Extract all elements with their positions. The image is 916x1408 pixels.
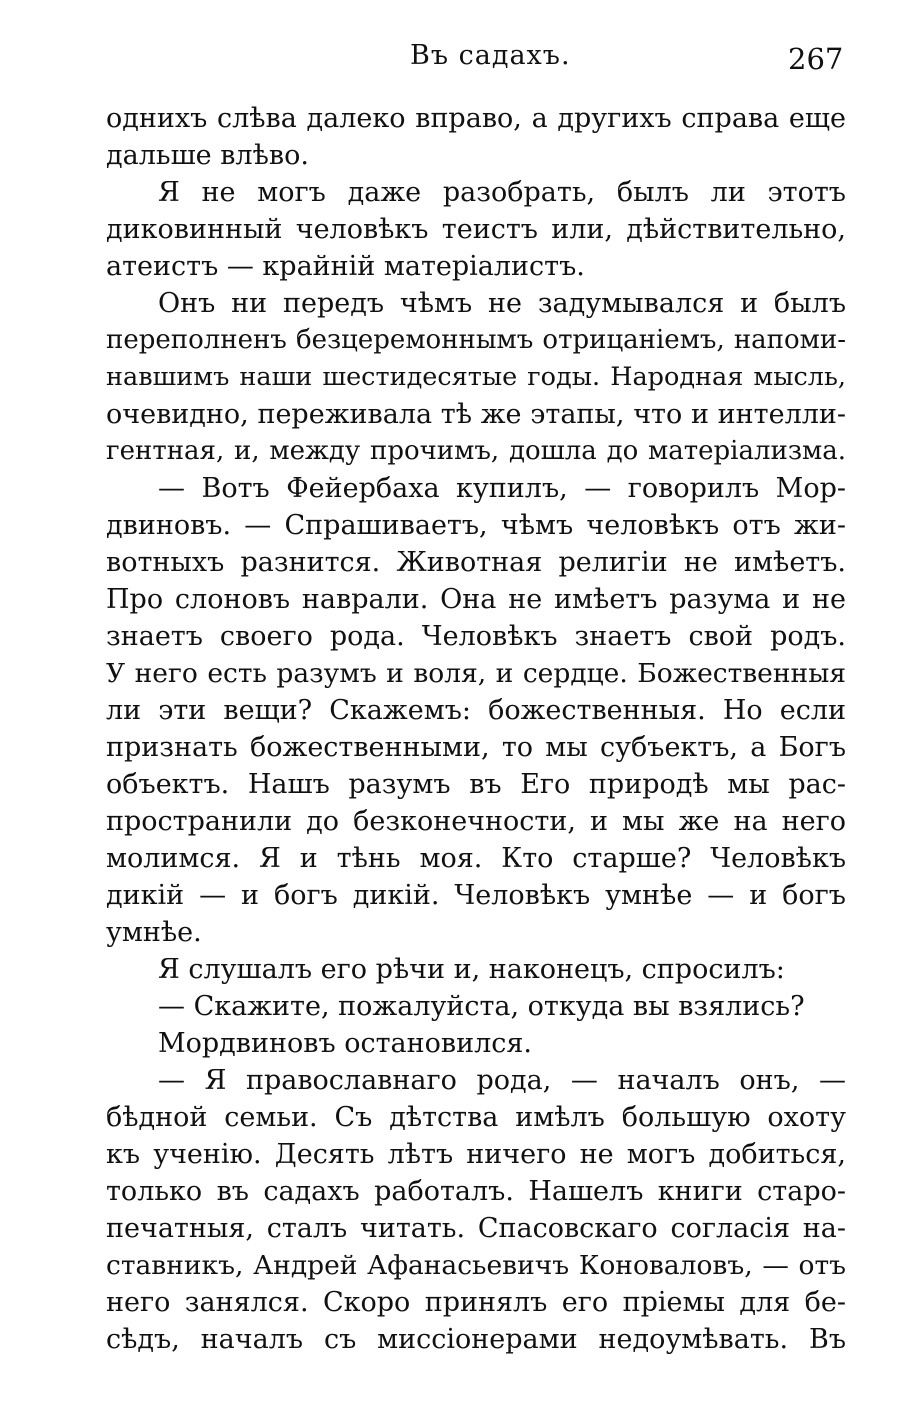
- text-line: молимся. Я и тѣнь моя. Кто старше? Человѣкъ: [106, 843, 846, 874]
- page-number: 267: [788, 42, 844, 76]
- text-line: вотныхъ разнится. Животная религіи не имѣетъ.: [106, 547, 846, 578]
- text-line: — Вотъ Фейербаха купилъ, — говорилъ Мор-: [158, 473, 846, 504]
- text-line: очевидно, переживала тѣ же этапы, что и интелли-: [106, 399, 846, 430]
- text-line: дикій — и богъ дикій. Человѣкъ умнѣе — и богъ: [106, 880, 846, 911]
- body-text: [106, 100, 846, 1358]
- running-title: Въ садахъ.: [410, 40, 571, 71]
- page-header: [0, 36, 916, 76]
- text-line: атеистъ — крайній матеріалистъ.: [106, 251, 585, 282]
- text-line: бѣдной семьи. Съ дѣтства имѣлъ большую охоту: [106, 1102, 846, 1133]
- text-line: признать божественными, то мы субъектъ, а Богъ: [106, 732, 846, 763]
- text-line: переполненъ безцеремоннымъ отрицаніемъ, напоми-: [106, 325, 846, 355]
- text-line: только въ садахъ работалъ. Нашелъ книги старо-: [106, 1176, 846, 1207]
- text-line: диковинный человѣкъ теистъ или, дѣйствительно,: [106, 214, 846, 245]
- text-line: умнѣе.: [106, 917, 202, 948]
- text-line: двиновъ. — Спрашиваетъ, чѣмъ человѣкъ отъ жи-: [106, 510, 846, 541]
- text-line: него занялся. Скоро принялъ его пріемы для бе-: [106, 1287, 846, 1318]
- text-line: ставникъ, Андрей Афанасьевичъ Коноваловъ, — отъ: [106, 1250, 846, 1281]
- text-line: сѣдъ, началъ съ миссіонерами недоумѣвать. Въ: [106, 1324, 846, 1355]
- text-line: Я слушалъ его рѣчи и, наконецъ, спросилъ:: [158, 954, 785, 985]
- text-line: Я не могъ даже разобрать, былъ ли этотъ: [158, 177, 846, 208]
- text-line: гентная, и, между прочимъ, дошла до матеріализма.: [106, 436, 846, 466]
- text-line: къ ученію. Десять лѣтъ ничего не могъ добиться,: [106, 1139, 846, 1170]
- text-line: Мордвиновъ остановился.: [158, 1028, 532, 1059]
- text-line: — Скажите, пожалуйста, откуда вы взялись?: [158, 991, 805, 1022]
- text-line: знаетъ своего рода. Человѣкъ знаетъ свой родъ.: [106, 621, 846, 652]
- text-line: объектъ. Нашъ разумъ въ Его природѣ мы рас-: [106, 769, 846, 800]
- text-line: ли эти вещи? Скажемъ: божественныя. Но если: [106, 695, 846, 726]
- text-line: — Я православнаго рода, — началъ онъ, —: [158, 1065, 846, 1096]
- text-line: однихъ слѣва далеко вправо, а другихъ справа еще: [106, 103, 846, 134]
- text-line: У него есть разумъ и воля, и сердце. Божественныя: [106, 658, 846, 689]
- text-line: навшимъ наши шестидесятые годы. Народная мысль,: [106, 362, 846, 392]
- text-line: печатныя, сталъ читать. Спасовскаго согласія на-: [106, 1213, 846, 1244]
- text-line: дальше влѣво.: [106, 140, 309, 171]
- text-line: Про слоновъ наврали. Она не имѣетъ разума и не: [106, 584, 846, 615]
- text-line: Онъ ни передъ чѣмъ не задумывался и былъ: [158, 288, 846, 319]
- text-line: пространили до безконечности, и мы же на него: [106, 806, 846, 837]
